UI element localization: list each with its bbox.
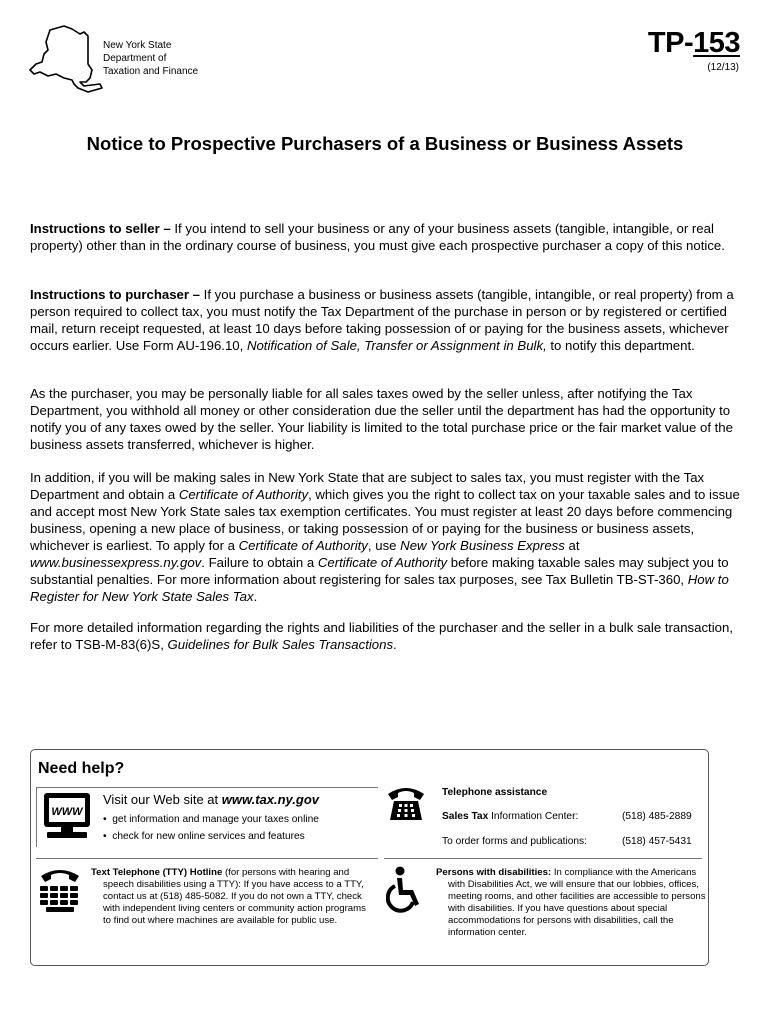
- web-bullets: [103, 811, 319, 845]
- text-run: before making taxable sales may subject you to substantial penalties. For more information about registering for sales tax purposes, see Tax Bulletin TB-ST-360,: [30, 555, 729, 587]
- text-run: In addition, if you will be making sales in New York State that are subject to sales tax, you must register with the Tax Department and obtain a: [30, 470, 705, 502]
- web-site-link[interactable]: www.tax.ny.gov: [221, 792, 320, 807]
- purchaser-text: If you purchase a business or business assets (tangible, intangible, or real property) from a person required to collect tax, you must notify the Tax Department of the purchase in person or by registered or certified mail, return receipt requested, at least 10 days before taking possession of or paying for the business assets, whichever occurs earlier. Use Form AU-196.10,: [30, 287, 734, 353]
- purchaser-label: Instructions to purchaser –: [30, 287, 201, 302]
- seller-label: Instructions to seller –: [30, 221, 171, 236]
- list-item: • get information and manage your taxes online: [103, 814, 319, 825]
- document-title: Notice to Prospective Purchasers of a Business or Business Assets: [86, 133, 684, 154]
- sales-tax-rest: Information Center:: [488, 811, 579, 822]
- sales-tax-phone: (518) 485-2889: [622, 811, 692, 822]
- tty-telephone-icon: [38, 866, 82, 916]
- certificate-of-authority: Certificate of Authority: [178, 487, 309, 502]
- agency-line: New York State: [103, 40, 172, 51]
- seller-text: If you intend to sell your business or any of your business assets (tangible, intangible, or real property) other than in the ordinary course of business, you must give each prospective purchaser a copy of this notice.: [30, 221, 725, 253]
- purchaser-instructions: [30, 286, 742, 354]
- sales-tax-bold: Sales Tax: [442, 811, 489, 822]
- agency-line: Taxation and Finance: [103, 66, 199, 77]
- disabilities-text-body: In compliance with the Americans with Disabilities Act, we will ensure that our lobbies, offices, meeting rooms, and other facilities are accessible to persons with disabilities. If you have questions about special accommodations for persons with disabilities, call the information center.: [448, 867, 706, 938]
- computer-monitor-icon: [41, 791, 93, 839]
- business-express-url: www.businessexpress.ny.gov: [30, 555, 202, 570]
- telephone-assistance-title: Telephone assistance: [442, 787, 548, 798]
- text-run: .: [253, 589, 258, 604]
- purchaser-text-end: to notify this department.: [546, 338, 695, 353]
- disabilities-bold: Persons with disabilities:: [436, 867, 552, 878]
- web-section-rule-top: [36, 787, 378, 788]
- agency-name: [103, 39, 198, 78]
- wheelchair-accessibility-icon: [386, 866, 426, 914]
- tty-text: (for persons with hearing and speech disabilities using a TTY): If you have access to a TTY, contact us at (518) 485-5082. If you do not own a TTY, check with independent living centers or community action programs to find out where machines are available for public use.: [103, 867, 366, 926]
- list-item: • check for new online services and features: [103, 831, 305, 842]
- text-run: at: [564, 538, 580, 553]
- forms-label: To order forms and publications:: [442, 836, 587, 847]
- bullet-text: check for new online services and features: [112, 831, 305, 842]
- text-run: , use: [367, 538, 401, 553]
- bullet-text: get information and manage your taxes online: [112, 814, 319, 825]
- forms-phone: (518) 457-5431: [622, 836, 692, 847]
- ny-business-express: New York Business Express: [400, 538, 565, 553]
- www-icon-label: WWW: [51, 806, 83, 818]
- liability-paragraph: As the purchaser, you may be personally liable for all sales taxes owed by the seller unless, after notifying the Tax Department, you withhold all money or other consideration due the seller until the department has had the opportunity to notify you of any taxes owed by the seller. Your liability is limited to the total purchase price or the fair market value of the business assets transferred, whichever is higher.: [30, 386, 733, 452]
- telephone-icon: [386, 784, 426, 822]
- disabilities-text: [436, 867, 710, 939]
- form-prefix: TP-: [647, 27, 694, 59]
- certificate-of-authority: Certificate of Authority: [238, 538, 368, 553]
- tty-hotline-text: [91, 867, 366, 927]
- text-run: For more detailed information regarding the rights and liabilities of the purchaser and the seller in a bulk sale transaction, refer to TSB-M-83(6)S,: [30, 620, 733, 652]
- sales-tax-label: [442, 811, 578, 822]
- web-section-rule-left: [36, 787, 37, 847]
- divider: [384, 858, 702, 859]
- text-run: , which gives you the right to collect tax on your taxable sales and to issue and accept most New York State sales tax exemption certificates. You must register at least 20 days before commencing business, opening a new place of business, or taking possession of or paying for the business or business assets, whichever is earliest. To apply for a: [30, 487, 740, 553]
- need-help-title: Need help?: [38, 760, 125, 777]
- divider: [36, 858, 378, 859]
- form-number: [648, 26, 740, 60]
- text-run: . Failure to obtain a: [201, 555, 318, 570]
- form-revision: (12/13): [707, 62, 739, 73]
- text-run: .: [393, 637, 397, 652]
- tax-bulletin-title: How to Register for New York State Sales Tax: [30, 572, 729, 604]
- web-prefix: Visit our Web site at: [103, 792, 222, 807]
- bulk-sales-guide-title: Guidelines for Bulk Sales Transactions: [167, 637, 394, 652]
- form-number-digits: 153: [693, 27, 740, 59]
- seller-instructions: [30, 220, 742, 254]
- detail-paragraph: [30, 619, 742, 653]
- agency-line: Department of: [103, 53, 167, 64]
- purchaser-form-name: Notification of Sale, Transfer or Assignment in Bulk,: [246, 338, 547, 353]
- web-site-line: [103, 792, 319, 807]
- certificate-of-authority: Certificate of Authority: [317, 555, 448, 570]
- tty-bold: Text Telephone (TTY) Hotline: [91, 867, 223, 878]
- registration-paragraph: [30, 469, 742, 605]
- new-york-state-map-logo: [28, 24, 108, 96]
